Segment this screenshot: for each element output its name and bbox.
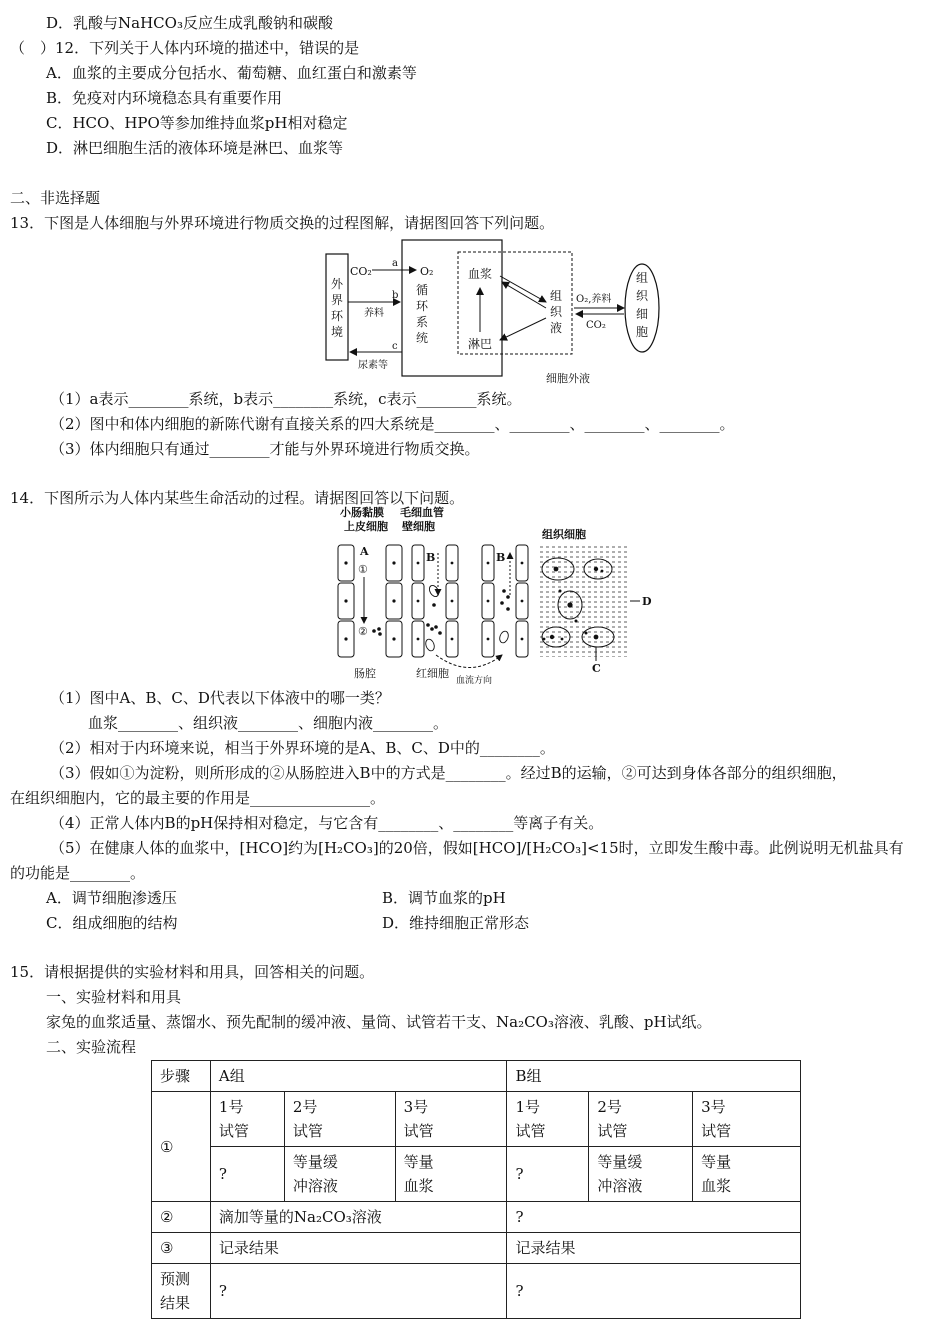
q14-option-a: A．调节细胞渗透压 <box>46 889 177 907</box>
row-step-3: ③ <box>152 1233 211 1264</box>
q13-circ-2: 环 <box>415 299 429 313</box>
q13-nutrients: 养料 <box>364 308 384 319</box>
q13-tissue-fluid-1: 组 <box>549 289 563 303</box>
q13-circ-3: 系 <box>415 315 429 329</box>
q15-section1: 一、实验材料和用具 <box>46 988 182 1006</box>
q14-stem: 14．下图所示为人体内某些生命活动的过程。请据图回答以下问题。 <box>10 489 465 507</box>
a-prediction: ? <box>210 1264 507 1319</box>
q14-option-b: B．调节血浆的pH <box>382 889 506 907</box>
b-tube3: 3号 试管 <box>693 1092 801 1147</box>
q13-outer-env-2: 界 <box>330 293 344 307</box>
table-row <box>152 1147 801 1202</box>
q14-label-epith-2: 上皮细胞 <box>344 520 388 533</box>
q13-co2-left: CO₂ <box>350 265 372 278</box>
a-tube1: 1号 试管 <box>210 1092 284 1147</box>
q14-circ2: ② <box>358 625 368 638</box>
q14-label-c: C <box>592 662 601 675</box>
header-step: 步骤 <box>152 1061 211 1092</box>
section-title: 二、非选择题 <box>10 189 101 207</box>
q15-stem: 15．请根据提供的实验材料和用具，回答相关的问题。 <box>10 963 375 981</box>
b-tube1-content: ? <box>507 1147 589 1202</box>
table-row <box>152 1092 801 1147</box>
q13-tissue-cell-4: 胞 <box>635 325 649 339</box>
row-step-2: ② <box>152 1202 211 1233</box>
q14-lumen: 肠腔 <box>354 667 376 680</box>
q14-label-cap-1: 毛细血管 <box>400 506 444 519</box>
q13-label-b: b <box>392 290 399 301</box>
a-tube2-content: 等量缓 冲溶液 <box>284 1147 395 1202</box>
q13-label-c: c <box>392 341 398 352</box>
q12-option-a: A．血浆的主要成分包括水、葡萄糖、血红蛋白和激素等 <box>46 64 417 82</box>
q13-o2-left: O₂ <box>420 265 434 278</box>
a-tube2: 2号 试管 <box>284 1092 395 1147</box>
q14-sub5-b: 的功能是________。 <box>10 864 146 882</box>
q12-option-d: D．淋巴细胞生活的液体环境是淋巴、血浆等 <box>46 139 344 157</box>
q13-tissue-cell-3: 细 <box>635 307 649 321</box>
q14-sub3-a: （3）假如①为淀粉，则所形成的②从肠腔进入B中的方式是________。经过B的运输，②可达到身体各部分的组织细胞， <box>50 764 847 782</box>
q15-section2: 二、实验流程 <box>46 1038 137 1056</box>
a-tube3: 3号 试管 <box>395 1092 507 1147</box>
b-step2: ? <box>507 1202 801 1233</box>
b-tube2-content: 等量缓 冲溶液 <box>589 1147 693 1202</box>
q13-sub1: （1）a表示________系统，b表示________系统，c表示________系统。 <box>50 390 522 408</box>
q14-option-d: D．维持细胞正常形态 <box>382 914 530 932</box>
q13-ecf: 细胞外液 <box>546 372 590 385</box>
q13-circ-4: 统 <box>415 331 429 345</box>
b-tube2: 2号 试管 <box>589 1092 693 1147</box>
q14-label-d: D <box>642 595 652 608</box>
q13-sub3: （3）体内细胞只有通过________才能与外界环境进行物质交换。 <box>50 440 480 458</box>
q14-label-tissue-cell: 组织细胞 <box>542 528 586 541</box>
table-row <box>152 1061 801 1092</box>
q13-outer-env-3: 环 <box>330 309 344 323</box>
q13-urea: 尿素等 <box>358 360 388 371</box>
q13-o2-nutrients: O₂,养料 <box>576 294 612 305</box>
q13-lymph: 淋巴 <box>467 337 493 351</box>
q14-sub1: （1）图中A、B、C、D代表以下体液中的哪一类？ <box>50 689 390 707</box>
a-step2: 滴加等量的Na₂CO₃溶液 <box>210 1202 507 1233</box>
q13-label-a: a <box>392 258 398 269</box>
table-row <box>152 1264 801 1319</box>
b-tube1: 1号 试管 <box>507 1092 589 1147</box>
q13-circ-1: 循 <box>415 283 429 297</box>
q13-outer-env-4: 境 <box>330 325 344 339</box>
q13-outer-env-1: 外 <box>330 277 344 291</box>
q13-diagram <box>320 236 670 386</box>
header-group-b: B组 <box>507 1061 801 1092</box>
q13-tissue-fluid-2: 织 <box>549 305 563 319</box>
table-row <box>152 1233 801 1264</box>
q14-label-epith-1: 小肠黏膜 <box>340 506 384 519</box>
header-group-a: A组 <box>210 1061 507 1092</box>
q14-circ1: ① <box>358 563 368 576</box>
q13-tissue-cell-2: 织 <box>635 289 649 303</box>
q11-option-d: D．乳酸与NaHCO₃反应生成乳酸钠和碳酸 <box>46 14 333 32</box>
q14-diagram <box>330 505 665 685</box>
q14-label-b2: B <box>496 551 506 564</box>
b-step3: 记录结果 <box>507 1233 801 1264</box>
q13-stem: 13．下图是人体细胞与外界环境进行物质交换的过程图解，请据图回答下列问题。 <box>10 214 555 232</box>
q14-sub2: （2）相对于内环境来说，相当于外界环境的是A、B、C、D中的________。 <box>50 739 555 757</box>
q14-option-c: C．组成细胞的结构 <box>46 914 178 932</box>
a-tube1-content: ? <box>210 1147 284 1202</box>
q14-rbc: 红细胞 <box>416 667 449 680</box>
q13-sub2: （2）图中和体内细胞的新陈代谢有直接关系的四大系统是________、________、________、________。 <box>50 415 735 433</box>
q14-sub4: （4）正常人体内B的pH保持相对稳定，与它含有________、________等离子有关。 <box>50 814 604 832</box>
a-step3: 记录结果 <box>210 1233 507 1264</box>
row-prediction: 预测 结果 <box>152 1264 211 1319</box>
row-step-1: ① <box>152 1092 211 1202</box>
q14-sub3-b: 在组织细胞内，它的最主要的作用是________________。 <box>10 789 386 807</box>
q14-label-a: A <box>360 545 369 558</box>
q13-tissue-cell-1: 组 <box>635 271 649 285</box>
q13-plasma: 血浆 <box>467 267 493 281</box>
table-row <box>152 1202 801 1233</box>
q15-materials: 家兔的血浆适量、蒸馏水、预先配制的缓冲液、量筒、试管若干支、Na₂CO₃溶液、乳酸、pH试纸。 <box>46 1013 712 1031</box>
experiment-table <box>151 1060 801 1319</box>
q14-label-b1: B <box>426 551 436 564</box>
q12-option-c: C．HCO、HPO等参加维持血浆pH相对稳定 <box>46 114 348 132</box>
q13-tissue-fluid-3: 液 <box>549 321 563 335</box>
q14-sub5-a: （5）在健康人体的血浆中，[HCO]约为[H₂CO₃]的20倍，假如[HCO]/[H₂CO₃]<15时，立即发生酸中毒。此例说明无机盐具有 <box>50 839 904 857</box>
q13-co2-right: CO₂ <box>586 320 606 331</box>
q12-option-b: B．免疫对内环境稳态具有重要作用 <box>46 89 283 107</box>
q14-sub1-blanks: 血浆________、组织液________、细胞内液________。 <box>88 714 449 732</box>
q14-flow: 血流方向 <box>456 676 493 685</box>
q14-label-cap-2: 壁细胞 <box>402 520 435 533</box>
a-tube3-content: 等量 血浆 <box>395 1147 507 1202</box>
b-prediction: ? <box>507 1264 801 1319</box>
q12-stem: （ ）12．下列关于人体内环境的描述中，错误的是 <box>10 39 360 57</box>
b-tube3-content: 等量 血浆 <box>693 1147 801 1202</box>
